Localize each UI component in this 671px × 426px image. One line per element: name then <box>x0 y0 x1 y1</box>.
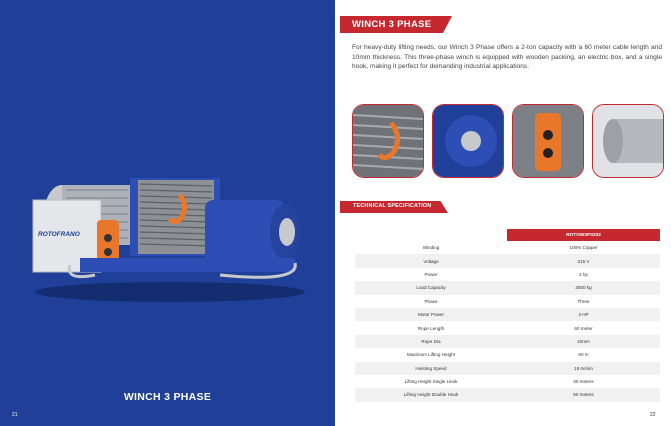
spec-header-row <box>355 229 660 241</box>
spec-value: 3 HP <box>507 308 660 321</box>
table-row <box>355 375 660 388</box>
table-row <box>355 348 660 361</box>
left-page <box>0 0 335 426</box>
spec-value: 60 m <box>507 348 660 361</box>
spec-label: Hoisting Speed <box>355 362 507 375</box>
spec-value: 415 V <box>507 254 660 267</box>
spec-value: 2000 kg <box>507 281 660 294</box>
spec-header-blank <box>355 229 507 241</box>
table-row <box>355 321 660 334</box>
spec-value: 3 hp <box>507 268 660 281</box>
spec-label: Rope Dia <box>355 335 507 348</box>
spec-heading: TECHNICAL SPECIFICATION <box>353 203 432 209</box>
table-row <box>355 268 660 281</box>
spec-value: 10mm <box>507 335 660 348</box>
spec-value: 60 meters <box>507 388 660 401</box>
spec-label: Lifting Height Double Hook <box>355 388 507 401</box>
brand-logo: ROTOFRANO <box>38 231 80 238</box>
table-row <box>355 281 660 294</box>
table-row <box>355 295 660 308</box>
spec-label: Motor Power <box>355 308 507 321</box>
page-number-right: 22 <box>650 412 656 418</box>
table-row <box>355 362 660 375</box>
table-row <box>355 335 660 348</box>
spec-value: 30 meters <box>507 375 660 388</box>
left-page-title: WINCH 3 PHASE <box>123 391 212 403</box>
thumbnail-rope-drum <box>352 104 424 178</box>
thumbnail-motor <box>592 104 664 178</box>
thumbnail-gearbox <box>432 104 504 178</box>
page-number-left: 21 <box>12 412 18 418</box>
thumbnail-pendant-controller <box>512 104 584 178</box>
table-row <box>355 388 660 401</box>
table-row <box>355 308 660 321</box>
spec-label: Voltage <box>355 254 507 267</box>
spec-value: 18 m/min <box>507 362 660 375</box>
spec-label: Power <box>355 268 507 281</box>
spec-model-header: ROTOW3P0202 <box>507 229 660 241</box>
spec-label: Maximum Lifting Height <box>355 348 507 361</box>
right-page-title: WINCH 3 PHASE <box>352 19 432 30</box>
intro-paragraph: For heavy-duty lifting needs, our Winch 3 Phase offers a 2-ton capacity with a 60 meter cable length and 10mm thickness. This three-phase winch is equipped with wooden packing, an electric box, and a single hook, making it perfect for demanding industrial applications. <box>352 44 662 70</box>
spec-value: Three <box>507 295 660 308</box>
spec-value: 100% Copper <box>507 241 660 254</box>
spec-label: Load Capacity <box>355 281 507 294</box>
table-row <box>355 241 660 254</box>
table-row <box>355 254 660 267</box>
spec-label: Rope Length <box>355 321 507 334</box>
spec-label: Phase <box>355 295 507 308</box>
winch-product-image <box>0 0 335 426</box>
spec-value: 60 meter <box>507 321 660 334</box>
spec-label: Lifting Height Single Hook <box>355 375 507 388</box>
spec-table <box>355 229 660 402</box>
spec-label: Winding <box>355 241 507 254</box>
